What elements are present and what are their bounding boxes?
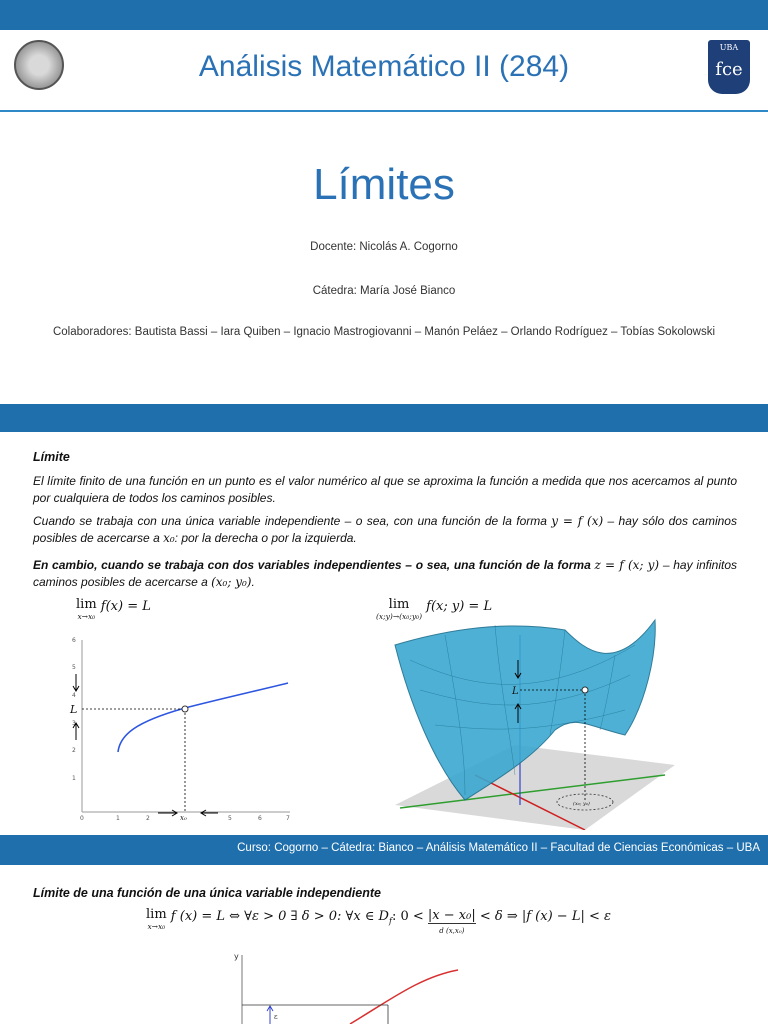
p3-text-a: En cambio, cuando se trabaja con dos variables independientes – o sea, una función de la forma — [33, 558, 595, 572]
lim-operator: lim x→x₀ — [76, 597, 97, 621]
lim-operator-3: lim x→x₀ — [146, 907, 167, 931]
arrow-down-icon — [73, 674, 79, 691]
function-curve — [118, 683, 288, 752]
limit-expression-2: f(x; y) = L — [426, 599, 493, 614]
limit-point — [182, 706, 188, 712]
formula-end: < δ ⇒ |f (x) − L| < ε — [475, 909, 611, 924]
paragraph-two-variables — [33, 557, 737, 591]
x-tick-7: 7 — [286, 815, 290, 822]
p3-text-c: . — [251, 575, 255, 589]
p2-text-a: Cuando se trabaja con una única variable independiente – o sea, con una función de la forma — [33, 514, 552, 528]
arrow-up-icon — [73, 723, 79, 740]
p3-point: (x₀; y₀) — [211, 575, 252, 589]
paragraph-definition: El límite finito de una función en un punto es el valor numérico al que se aproxima la función a medida que nos acercamos al punto por cualquiera de todos los caminos posibles. — [33, 474, 737, 505]
limit-expression: f(x) = L — [100, 599, 151, 614]
limit-point-3d — [582, 687, 588, 693]
p2-text-c: : por la derecha o por la izquierda. — [174, 531, 357, 545]
footer-text: Curso: Cogorno – Cátedra: Bianco – Análisis Matemático II – Facultad de Ciencias Económicas – UBA — [237, 842, 760, 854]
arrow-right-icon — [158, 810, 177, 816]
graph-two-variables-surface — [385, 615, 675, 830]
domain-subscript: f — [389, 916, 392, 926]
formula-start: f (x) = L ⇔ ∀ε > 0 ∃ δ > 0: ∀x ∈ D — [170, 909, 389, 924]
L-label: L — [70, 703, 78, 716]
function-curve-2 — [350, 970, 458, 1024]
x-tick-1: 1 — [116, 815, 120, 822]
y-tick-5: 5 — [72, 664, 76, 671]
section-heading-limite: Límite — [33, 450, 70, 464]
header-top-bar — [0, 0, 768, 30]
epsilon-delta-definition — [146, 909, 611, 938]
distance-term: |x − x₀| d (x,x₀) — [428, 909, 476, 938]
y-axis-label: y — [234, 952, 239, 961]
point-label: (x₀; y₀) — [573, 801, 590, 807]
fce-logo — [708, 40, 750, 94]
header-divider — [0, 110, 768, 112]
graph-epsilon-delta — [230, 945, 470, 1024]
x0-label: x₀ — [180, 814, 187, 822]
lim-operator-2: lim (x;y)→(x₀;y₀) — [376, 597, 422, 621]
y-tick-4: 4 — [72, 692, 76, 699]
page-title: Límites — [313, 160, 455, 209]
cover-bottom-bar — [0, 404, 768, 432]
epsilon-arrow-icon — [267, 1006, 273, 1024]
fce-logo-top-text: UBA — [719, 43, 739, 52]
y-tick-3: 3 — [72, 720, 76, 727]
arrow-left-icon — [201, 810, 218, 816]
x-tick-0: 0 — [80, 815, 84, 822]
catedra-line: Cátedra: María José Bianco — [312, 285, 456, 297]
section-heading-single-variable: Límite de una función de una única variable independiente — [33, 886, 381, 900]
p3-math: z = f (x; y) — [594, 558, 660, 572]
x-tick-6: 6 — [258, 815, 262, 822]
x-tick-2: 2 — [146, 815, 150, 822]
graph-one-variable — [60, 630, 300, 825]
fce-logo-text: fce — [715, 59, 743, 80]
epsilon-label: ε — [274, 1013, 278, 1021]
p2-x0: x₀ — [163, 531, 175, 545]
docente-line: Docente: Nicolás A. Cogorno — [310, 241, 458, 253]
p2-math: y = f (x) — [551, 514, 604, 528]
L-label-3d: L — [512, 686, 519, 697]
limit-formula-one-variable — [76, 599, 151, 623]
p3-text-b: – hay infinitos caminos posibles de acercarse a — [33, 558, 738, 589]
course-title: Análisis Matemático II (284) — [198, 50, 570, 83]
colaboradores-line: Colaboradores: Bautista Bassi – Iara Quiben – Ignacio Mastrogiovanni – Manón Peláez – Orlando Rodríguez – Tobías Sokolowski — [52, 326, 716, 338]
y-tick-6: 6 — [72, 637, 76, 644]
x-tick-5: 5 — [228, 815, 232, 822]
y-tick-1: 1 — [72, 775, 76, 782]
y-tick-2: 2 — [72, 747, 76, 754]
p2-text-b: – hay sólo dos caminos posibles de acercarse a — [33, 514, 737, 545]
paragraph-single-variable — [33, 513, 737, 547]
formula-mid: : 0 < — [391, 909, 428, 924]
